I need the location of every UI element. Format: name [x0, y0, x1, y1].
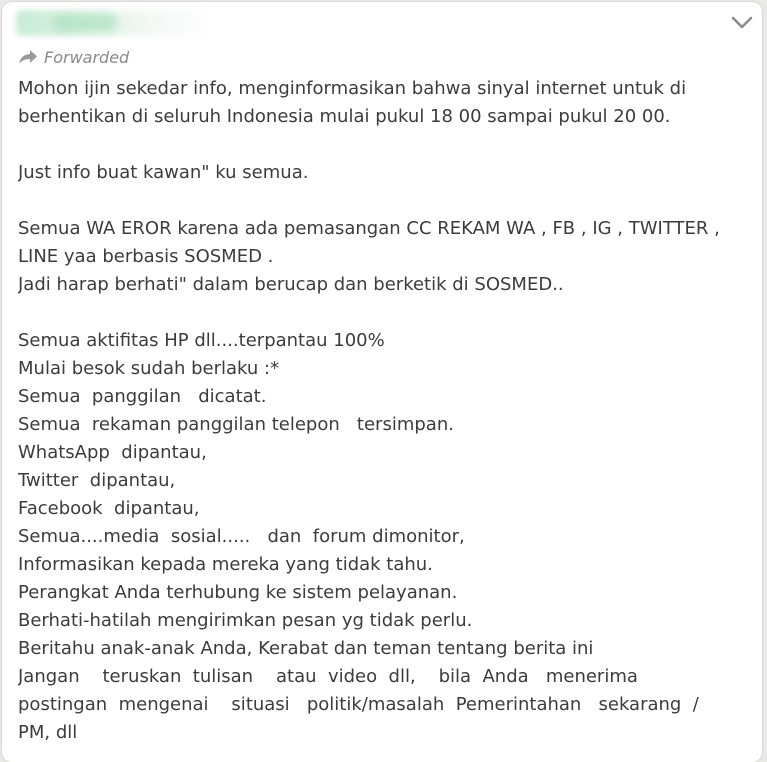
message-blank-line — [18, 131, 758, 159]
message-bubble[interactable] — [2, 2, 762, 762]
message-line: Mohon ijin sekedar info, menginformasikan bahwa sinyal internet untuk di — [18, 78, 687, 99]
message-blank-line — [18, 187, 758, 215]
message-line: Just info buat kawan" ku semua. — [18, 162, 309, 183]
message-line: Informasikan kepada mereka yang tidak tahu. — [18, 554, 433, 575]
forwarded-indicator — [18, 46, 129, 68]
message-line: Semua panggilan dicatat. — [18, 386, 267, 407]
message-line: Jangan teruskan tulisan atau video dll, bila Anda menerima — [18, 666, 638, 687]
message-text — [18, 75, 758, 747]
forward-arrow-icon — [18, 49, 38, 65]
forwarded-label: Forwarded — [44, 47, 130, 67]
message-line: Perangkat Anda terhubung ke sistem pelayanan. — [18, 582, 458, 603]
sender-name-blur — [52, 14, 118, 32]
message-line: Mulai besok sudah berlaku :* — [18, 358, 280, 379]
message-line: berhentikan di seluruh Indonesia mulai pukul 18 00 sampai pukul 20 00. — [18, 106, 671, 127]
message-line: Beritahu anak-anak Anda, Kerabat dan teman tentang berita ini — [18, 638, 594, 659]
message-line: Twitter dipantau, — [18, 470, 176, 491]
message-line: Jadi harap berhati" dalam berucap dan berketik di SOSMED.. — [18, 274, 564, 295]
message-line: Semua....media sosial..... dan forum dimonitor, — [18, 526, 465, 547]
message-line: postingan mengenai situasi politik/masalah Pemerintahan sekarang / — [18, 694, 699, 715]
message-line: LINE yaa berbasis SOSMED . — [18, 246, 274, 267]
message-line: Semua WA EROR karena ada pemasangan CC REKAM WA , FB , IG , TWITTER , — [18, 218, 720, 239]
message-line: Semua rekaman panggilan telepon tersimpan. — [18, 414, 454, 435]
message-line: Berhati-hatilah mengirimkan pesan yg tidak perlu. — [18, 610, 473, 631]
message-line: WhatsApp dipantau, — [18, 442, 207, 463]
message-line: PM, dll — [18, 722, 78, 743]
message-blank-line — [18, 299, 758, 327]
message-line: Semua aktifitas HP dll....terpantau 100% — [18, 330, 385, 351]
message-line: Facebook dipantau, — [18, 498, 200, 519]
chevron-down-icon[interactable] — [729, 12, 755, 32]
